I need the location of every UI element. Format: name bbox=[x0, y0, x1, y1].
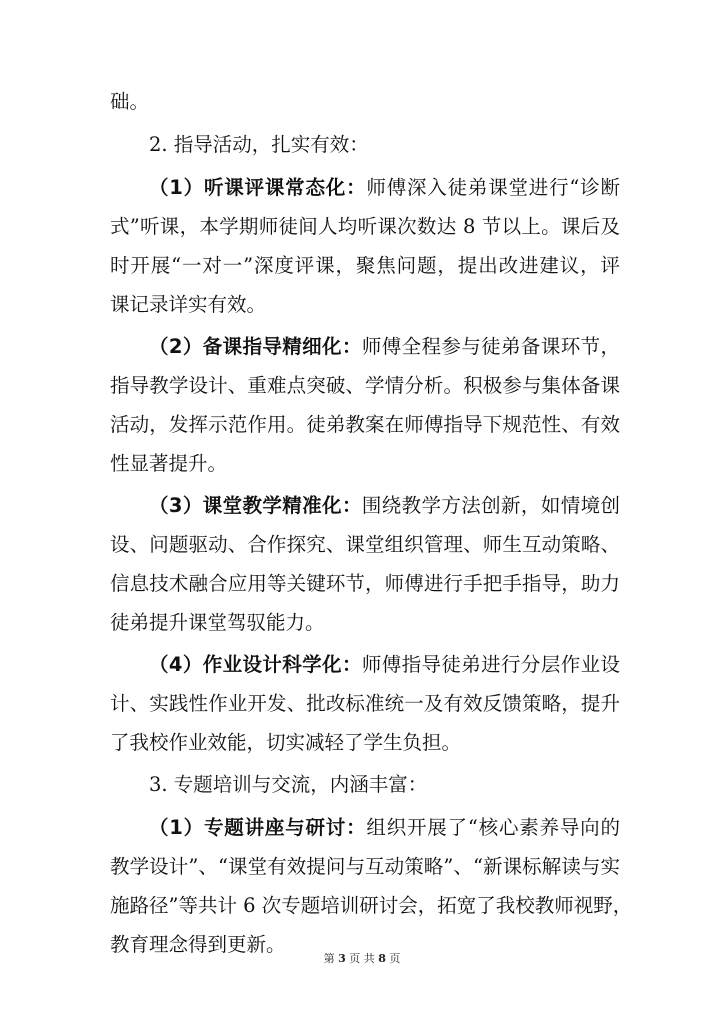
section-heading: 2. 指导活动，扎实有效： bbox=[149, 133, 369, 156]
body-line: 设、问题驱动、合作探究、课堂组织管理、师生互动策略、 bbox=[110, 533, 620, 556]
total-page-count: 8 bbox=[378, 952, 386, 965]
page-footer bbox=[0, 950, 724, 966]
subsection-heading: （3）课堂教学精准化： bbox=[149, 494, 362, 517]
body-line: 了我校作业效能，切实减轻了学生负担。 bbox=[110, 731, 462, 754]
subsection-text: 师傅深入徒弟课堂进行“诊断 bbox=[366, 176, 620, 199]
subsection-line bbox=[149, 814, 620, 842]
subsection-text: 师傅指导徒弟进行分层作业设 bbox=[361, 653, 620, 676]
subsection-line bbox=[149, 174, 620, 202]
section-heading: 3. 专题培训与交流，内涵丰富： bbox=[149, 773, 428, 796]
current-page-number: 3 bbox=[338, 952, 346, 965]
footer-prefix: 第 bbox=[323, 952, 335, 965]
footer-middle: 页 共 bbox=[349, 952, 375, 965]
body-line: 课记录详实有效。 bbox=[110, 293, 267, 316]
body-line: 施路径”等共计 6 次专题培训研讨会，拓宽了我校教师视野， bbox=[110, 894, 633, 917]
body-line: 教育理念得到更新。 bbox=[110, 933, 286, 956]
body-line: 计、实践性作业开发、批改标准统一及有效反馈策略，提升 bbox=[110, 692, 620, 715]
subsection-line bbox=[149, 333, 620, 361]
subsection-text: 围绕教学方法创新，如情境创 bbox=[361, 494, 620, 517]
subsection-line bbox=[149, 492, 620, 520]
body-line: 活动，发挥示范作用。徒弟教案在师傅指导下规范性、有效 bbox=[110, 413, 620, 436]
subsection-heading: （1）专题讲座与研讨： bbox=[149, 816, 367, 839]
subsection-text: 师傅全程参与徒弟备课环节， bbox=[361, 335, 620, 358]
footer-suffix: 页 bbox=[389, 952, 401, 965]
body-line: 徒弟提升课堂驾驭能力。 bbox=[110, 611, 325, 634]
subsection-text: 组织开展了“核心素养导向的 bbox=[366, 816, 620, 839]
body-line: 础。 bbox=[110, 90, 150, 113]
subsection-heading: （2）备课指导精细化： bbox=[149, 335, 362, 358]
body-line: 性显著提升。 bbox=[110, 452, 228, 475]
body-line: 式”听课，本学期师徒间人均听课次数达 8 节以上。课后及 bbox=[110, 215, 620, 238]
subsection-line bbox=[149, 651, 620, 679]
body-line: 指导教学设计、重难点突破、学情分析。积极参与集体备课 bbox=[110, 374, 620, 397]
subsection-heading: （1）听课评课常态化： bbox=[149, 176, 367, 199]
body-line: 时开展“一对一”深度评课，聚焦问题，提出改进建议，评 bbox=[110, 254, 620, 277]
body-line: 信息技术融合应用等关键环节，师傅进行手把手指导，助力 bbox=[110, 572, 620, 595]
subsection-heading: （4）作业设计科学化： bbox=[149, 653, 362, 676]
body-line: 教学设计”、“课堂有效提问与互动策略”、“新课标解读与实 bbox=[110, 855, 620, 878]
